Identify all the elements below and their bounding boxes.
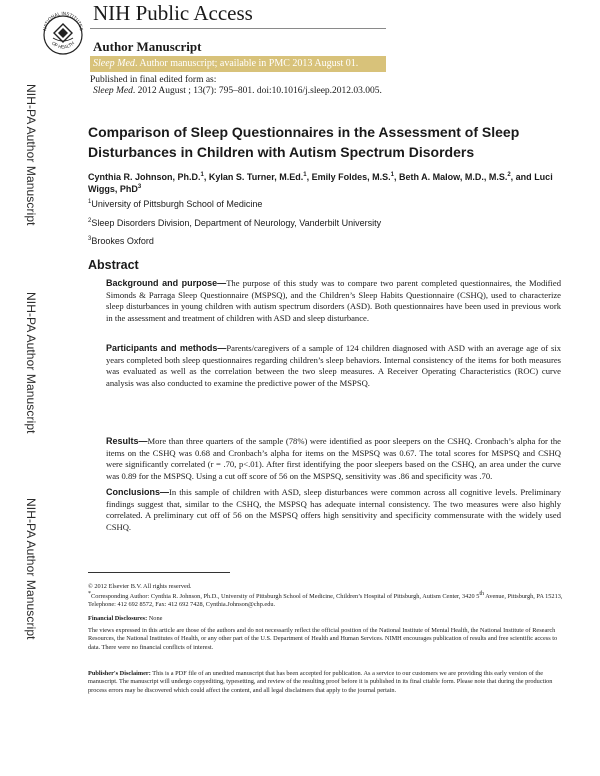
nih-public-access-title: NIH Public Access: [93, 1, 253, 25]
affiliation: [88, 199, 262, 209]
publisher-disclaimer: [88, 670, 566, 695]
financial-label: Financial Disclosures:: [88, 615, 148, 622]
author-list: [88, 172, 558, 195]
seal-emblem-icon: [53, 24, 73, 42]
section-label: Results—: [106, 436, 148, 446]
affiliation: [88, 236, 154, 246]
section-text: Parents/caregivers of a sample of 124 children diagnosed with ASD with an average age of six years completed both sleep questionnaires regarding children’s sleep behaviors. Internal consistency of the items for both measures was evaluated as well as the correlation between the two sleep measures. A Receiver Operating Characteristics (ROC) curve analysis was also conducted to examine the predictive power of the MSPSQ.: [106, 343, 561, 388]
copyright-notice: © 2012 Elsevier B.V. All rights reserved.: [88, 583, 192, 590]
corresponding-text-a: Corresponding Author: Cynthia R. Johnson, Ph.D., University of Pittsburgh School of Medicine, Children’s Hospital of Pittsburgh, Autism Center, 3420 5: [91, 593, 480, 600]
banner-availability: . Author manuscript; available in PMC 2013 August 01.: [134, 58, 359, 69]
footnote-rule: [88, 572, 230, 573]
author-separator: ,: [306, 172, 312, 182]
citation-line: [93, 86, 382, 96]
section-text: In this sample of children with ASD, sleep disturbances were common across all cognitive levels. Preliminary findings suggest that, similar to the CSHQ, the MSPSQ has adequate internal consistency. The two measures were also highly correlated. A preliminary cut off of 56 on the MSPSQ offers high sensitivity and specificity commensurate with the widely used CSHQ.: [106, 487, 561, 532]
section-label: Conclusions—: [106, 487, 170, 497]
header-divider: [90, 28, 386, 29]
affiliation-sup: 1: [88, 199, 92, 205]
author-affiliation-sup: 1: [200, 172, 204, 178]
author-affiliation-sup: 3: [137, 183, 142, 190]
side-stamp: NIH-PA Author Manuscript: [24, 84, 38, 226]
views-disclaimer: The views expressed in this article are those of the authors and do not necessarily reflect the official position of the National Institute of Mental Health, the National Institute of Research Resources, the National Institutes of Health, or any other part of the U.S. Department of Health and Human Services. NIMH encourages publication of results and free scientific access to data. There were no financial conflicts of interest.: [88, 627, 558, 651]
author-name: Cynthia R. Johnson, Ph.D.: [88, 172, 201, 182]
publisher-text: This is a PDF file of an unedited manuscript that has been accepted for publication. As a service to our customers we are providing this early version of the manuscript. The manuscript will undergo copyediting, typesetting, and review of the resulting proof before it is published in its final citable form. Please note that during the production process errors may be discovered which could affect the content, and all legal disclaimers that apply to the journal pertain.: [88, 670, 553, 694]
affiliation-text: Brookes Oxford: [91, 236, 154, 246]
affiliation: [88, 218, 381, 228]
author-separator: ,: [203, 172, 209, 182]
corresponding-text-b: Avenue, Pittsburgh, PA 15213, Telephone: 412 692 8572, Fax: 412 692 7428, Cynthia.Johnson@chp.edu.: [88, 593, 563, 609]
seal-text-bottom: OF HEALTH: [50, 40, 76, 50]
abstract-background-paragraph: [106, 278, 561, 324]
author-name: Beth A. Malow, M.D., M.S.: [398, 172, 508, 182]
author-affiliation-sup: 1: [303, 172, 307, 178]
affiliation-sup: 3: [88, 236, 92, 242]
author-affiliation-sup: 1: [390, 172, 394, 178]
author-separator: , and: [510, 172, 535, 182]
affiliation-text: University of Pittsburgh School of Medicine: [91, 199, 263, 209]
abstract-results-paragraph: [106, 436, 561, 482]
author-name: Luci Wiggs, PhD: [88, 172, 553, 194]
author-affiliation-sup: 2: [507, 172, 511, 178]
published-in-line: Published in final edited form as:: [90, 75, 217, 85]
section-label: Participants and methods—: [106, 343, 227, 353]
author-separator: ,: [393, 172, 399, 182]
citation-details: . 2012 August ; 13(7): 795–801. doi:10.1016/j.sleep.2012.03.005.: [132, 86, 382, 96]
abstract-conclusions-paragraph: [106, 487, 561, 533]
banner-journal: Sleep Med: [93, 58, 135, 69]
abstract-participants-paragraph: [106, 343, 561, 389]
side-stamp: NIH-PA Author Manuscript: [24, 498, 38, 640]
author-name: Kylan S. Turner, M.Ed.: [208, 172, 304, 182]
corresponding-sup: *: [88, 590, 91, 597]
affiliation-text: Sleep Disorders Division, Department of Neurology, Vanderbilt University: [91, 218, 382, 228]
publisher-label: Publisher's Disclaimer:: [88, 670, 151, 677]
section-label: Background and purpose—: [106, 278, 227, 288]
side-stamp: NIH-PA Author Manuscript: [24, 292, 38, 434]
author-name: Emily Foldes, M.S.: [311, 172, 391, 182]
citation-journal: Sleep Med: [93, 86, 133, 96]
affiliation-sup: 2: [88, 218, 92, 224]
availability-text: [93, 58, 358, 69]
corresponding-th: th: [479, 590, 485, 597]
abstract-heading: Abstract: [88, 258, 139, 272]
section-text: The purpose of this study was to compare two parent completed questionnaires, the Modified Simonds & Parraga Sleep Questionnaire (MSPSQ), and the Children’s Sleep Habits Questionnaire (CSHQ), used to characterize sleep disturbances in young children with autism spectrum disorders (ASD). Both questionnaires have been used in previous work in the assessment and treatment of children with ASD and sleep disturbance.: [106, 278, 561, 323]
section-text: More than three quarters of the sample (78%) were identified as poor sleepers on the CSHQ. Cronbach’s alpha for the items on the CSHQ was 0.68 and Cronbach’s alpha for items on the MSPSQ was 0.67. The total scores for MSPSQ and CSHQ were significantly correlated (r = .70, p<.01). After first identifying the poor sleepers based on the CSHQ, an area under the curve was 0.89 for the MSPSQ. Using a cut off score of 56 on the MSPSQ, sensitivity was .86 and specificity was .70.: [106, 436, 561, 481]
seal-text-top: NATIONAL INSTITUTES: [42, 10, 84, 32]
paper-title: Comparison of Sleep Questionnaires in the Assessment of Sleep Disturbances in Children with Autism Spectrum Disorders: [88, 124, 520, 160]
corresponding-author-note: [88, 590, 566, 610]
nih-seal-logo: [40, 2, 86, 66]
financial-text: None: [147, 615, 163, 622]
financial-disclosures: [88, 615, 566, 623]
author-manuscript-label: Author Manuscript: [93, 39, 202, 54]
